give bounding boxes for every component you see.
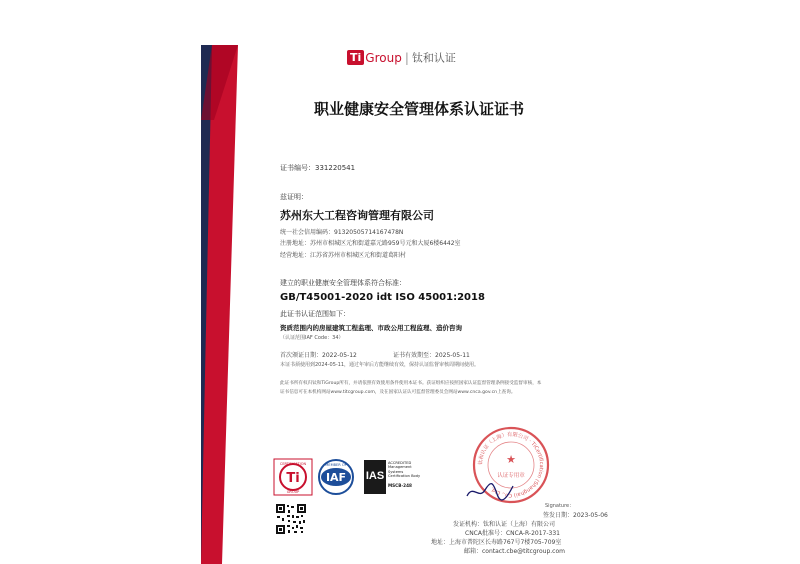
svg-text:★: ★ — [506, 453, 516, 466]
standard-intro: 建立的职业健康安全管理体系符合标准： — [280, 279, 406, 287]
ti-certification-badge — [273, 458, 313, 496]
svg-text:Ti: Ti — [286, 471, 300, 486]
iaf-badge — [315, 458, 357, 496]
iaf-code: （认证范围IAF Code：34） — [280, 335, 344, 341]
certificate-page — [201, 0, 608, 564]
verify-note-line-1: 此证书所有权归钛和TiGroup所有，并请依照有效使用条件使用本证书。获证组织应按照国家认证监督管理条例接受监督审核，本 — [280, 381, 542, 386]
expiry-date: 证书有效期至：2025-05-11 — [393, 352, 470, 359]
svg-text:MEMBER OF: MEMBER OF — [325, 463, 347, 467]
signature-label: Signature： — [545, 503, 575, 509]
sign-date: 签发日期：2023-05-06 — [543, 512, 608, 519]
ias-logo: IAS — [364, 460, 386, 494]
qr-code — [275, 503, 307, 535]
standard-name: GB/T45001-2020 idt ISO 45001:2018 — [280, 292, 485, 303]
svg-text:认证专用章: 认证专用章 — [497, 473, 525, 479]
ias-accreditation-text: ACCREDITED Management Systems Certification Body MSCB-248 — [388, 461, 421, 489]
svg-text:CERTIFICATION: CERTIFICATION — [279, 462, 307, 466]
issuer-email: 邮箱：contact.cbe@titcgroup.com — [464, 548, 565, 555]
scope-intro: 此证书认证范围如下： — [280, 310, 350, 318]
svg-text:GROUP: GROUP — [286, 490, 300, 494]
signature-mark — [463, 478, 523, 504]
ticgroup-logo: Ti Group | 钛和认证 — [347, 47, 456, 66]
scope-text: 资质范围内的房屋建筑工程监理、市政公用工程监理、造价咨询 — [280, 324, 462, 332]
svg-text:IAF: IAF — [325, 471, 347, 484]
issuer: 发证机构：钛和认证（上海）有限公司 — [453, 521, 556, 528]
decorative-stripe — [201, 0, 281, 564]
attest-label: 兹证明： — [280, 193, 308, 201]
operating-address: 经营地址：江苏省苏州市相城区元和街道葛阳村 — [280, 252, 407, 259]
svg-text:钛和认证（上海）有限公司 · TiCertification: 钛和认证（上海）有限公司 · TiCertification (Shanghai) Co., Ltd. — [477, 431, 545, 499]
registered-address: 注册地址：苏州市相城区元和街道嘉元路959号元和大厦6楼6442室 — [280, 240, 461, 247]
verify-note-line-2: 证书信息可在本机构网站www.titcgroup.com，及在国家认证认可监督管理委员会网站www.cnca.gov.cn上查询。 — [280, 390, 516, 395]
credit-code: 统一社会信用编码：91320505714167478N — [280, 229, 404, 236]
certificate-title: 职业健康安全管理体系认证证书 — [313, 100, 524, 118]
cnca-number: CNCA批准号：CNCA-R-2017-331 — [465, 530, 560, 537]
issue-date: 首次颁证日期：2022-05-12 — [280, 352, 357, 359]
certificate-number: 证书编号：331220541 — [280, 164, 356, 172]
issuer-address: 地址：上海市普陀区长寿路767号7楼705-709室 — [431, 539, 562, 546]
company-name: 苏州东大工程咨询管理有限公司 — [280, 209, 434, 222]
validity-note: 本证书须使用到2024-05-11，通过年审后方能继续有效，保持认证监督审核周期间使用。 — [280, 362, 480, 368]
